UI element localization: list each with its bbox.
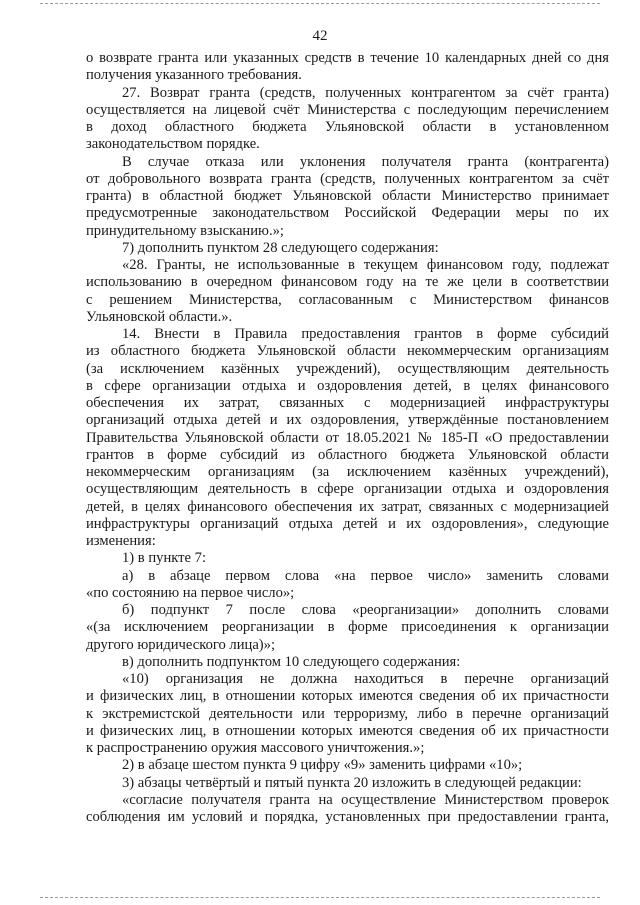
scan-edge-top [40, 3, 600, 5]
body-text [86, 50, 609, 826]
page-number: 42 [312, 28, 328, 44]
text-line: использованию в очередном финансовом году на те же цели в соответствии [86, 274, 609, 291]
text-line: детей, в целях финансового обеспечения их затрат, связанных с модернизацией [86, 498, 609, 515]
text-line: грантов в форме субсидий из областного бюджета Ульяновской области [86, 446, 609, 463]
text-line: другого юридического лица)»; [86, 636, 276, 653]
text-line: 7) дополнить пунктом 28 следующего содержания: [122, 239, 439, 256]
text-line: 14. Внести в Правила предоставления грантов в форме субсидий [122, 326, 609, 342]
text-line: «по состоянию на первое число»; [86, 584, 295, 601]
text-line: б) подпункт 7 после слова «реорганизации» дополнить словами [122, 602, 609, 618]
text-line: «10) организация не должна находиться в перечне организаций [122, 671, 609, 687]
text-line: в сфере организации отдыха и оздоровления детей, в целях финансового [86, 377, 609, 394]
text-line: Ульяновской области.». [86, 308, 233, 325]
text-line: законодательством порядке. [86, 136, 260, 153]
text-line: с решением Министерства, согласованным с Министерством финансов [86, 291, 609, 308]
text-line: обеспечения их затрат, связанных с модернизацией инфраструктуры [86, 395, 609, 411]
text-line: осуществляется на лицевой счёт Министерства с последующим перечислением [86, 101, 609, 118]
text-line: гранта) в областной бюджет Ульяновской области Министерство принимает [86, 188, 609, 204]
text-line: а) в абзаце первом слова «на первое число» заменить словами [122, 567, 609, 584]
text-line: (за исключением казённых учреждений), осуществляющим деятельность [86, 360, 609, 377]
text-line: «28. Гранты, не использованные в текущем финансовом году, подлежат [122, 257, 609, 273]
text-line: о возврате гранта или указанных средств в течение 10 календарных дней со дня [86, 50, 609, 66]
text-line: некоммерческим организациям (за исключением казённых учреждений), [86, 464, 609, 480]
text-line: из областного бюджета Ульяновской области некоммерческим организациям [86, 343, 609, 360]
text-line: к экстремистской деятельности или терроризму, либо в перечне организаций [86, 705, 609, 722]
text-line: получения указанного требования. [86, 67, 302, 84]
text-line: изменения: [86, 533, 156, 549]
text-line: от добровольного возврата гранта (средств, полученных контрагентом за счёт [86, 170, 609, 187]
text-line: инфраструктуры организаций отдыха детей и их оздоровления», следующие [86, 515, 609, 532]
text-line: и физических лиц, в отношении которых имеются сведения об их причастности [86, 722, 609, 739]
text-line: 27. Возврат гранта (средств, полученных контрагентом за счёт гранта) [122, 84, 609, 101]
text-line: принудительному взысканию.»; [86, 222, 284, 239]
text-line: организаций отдыха детей и их оздоровления, утверждённые постановлением [86, 412, 609, 429]
text-line: в) дополнить подпунктом 10 следующего содержания: [122, 653, 461, 670]
text-line: 1) в пункте 7: [122, 550, 207, 567]
scan-edge-bottom [40, 897, 600, 899]
text-line: в доход областного бюджета Ульяновской области в установленном [86, 119, 609, 135]
text-line: 3) абзацы четвёртый и пятый пункта 20 изложить в следующей редакции: [122, 774, 582, 791]
text-line: соблюдения им условий и порядка, установленных при предоставлении гранта, [86, 809, 609, 825]
text-line: «согласие получателя гранта на осуществление Министерством проверок [122, 791, 609, 808]
text-line: «(за исключением реорганизации в форме присоединения к организации [86, 619, 609, 636]
text-line: Правительства Ульяновской области от 18.05.2021 № 185-П «О предоставлении [86, 429, 609, 446]
text-line: предусмотренные законодательством Российской Федерации меры по их [86, 205, 609, 222]
text-line: 2) в абзаце шестом пункта 9 цифру «9» заменить цифрами «10»; [122, 757, 523, 774]
text-line: В случае отказа или уклонения получателя гранта (контрагента) [122, 153, 609, 170]
text-line: осуществляющим деятельность в сфере организации отдыха и оздоровления [86, 481, 609, 498]
text-line: к распространению оружия массового уничтожения.»; [86, 740, 425, 756]
text-line: и физических лиц, в отношении которых имеются сведения об их причастности [86, 688, 609, 705]
